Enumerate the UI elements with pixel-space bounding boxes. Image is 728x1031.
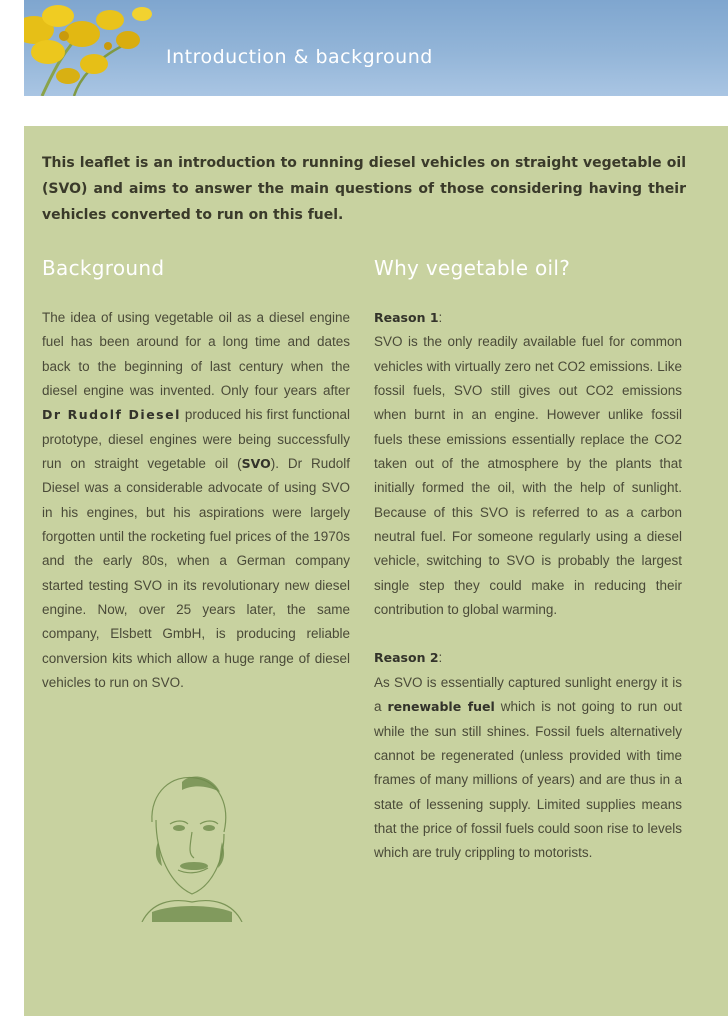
background-heading: Background xyxy=(42,256,165,280)
rudolf-diesel-name: Dr Rudolf Diesel xyxy=(42,407,181,423)
section-title: Introduction & background xyxy=(166,46,433,68)
intro-paragraph: This leaflet is an introduction to running diesel vehicles on straight vegetable oil (SVO) and aims to answer the main questions of those considering having their vehicles converted to run on this fuel. xyxy=(42,155,686,223)
rapeseed-flowers-image xyxy=(24,0,164,96)
reason-1-label: Reason 1 xyxy=(374,310,439,325)
renewable-fuel-term: renewable fuel xyxy=(387,699,495,715)
why-heading: Why vegetable oil? xyxy=(374,256,571,280)
reason-2: Reason 2: xyxy=(374,650,443,666)
background-column xyxy=(42,306,350,696)
background-paragraph: The idea of using vegetable oil as a diesel engine fuel has been around for a long time and dates back to the beginning of last century when the diesel engine was invented. Only four years after Dr Rudolf Diesel produced his first functional prototype, diesel engines were being successfully run on straight vegetable oil (SVO). Dr Rudolf Diesel was a considerable advocate of using SVO in his engines, but his aspirations were largely forgotten until the rocketing fuel prices of the 1970s and the early 80s, when a German company started testing SVO in its revolutionary new diesel engine. Now, over 25 years later, the same company, Elsbett GmbH, is producing reliable conversion kits which allow a huge range of diesel vehicles to run on SVO. xyxy=(42,310,351,691)
reason-2-label: Reason 2 xyxy=(374,650,439,666)
reason-2-text: As SVO is essentially captured sunlight energy it is a renewable fuel which is not going to run out while the sun still shines. Fossil fuels alternatively cannot be regenerated (unless provided with time frames of many millions of years) and are thus in a state of lessening supply. Limited supplies means that the price of fossil fuels could soon rise to levels which are truly crippling to motorists. xyxy=(374,674,682,861)
why-column xyxy=(374,306,682,866)
svo-abbr: SVO xyxy=(241,456,271,472)
reason-1: Reason 1: xyxy=(374,310,443,325)
header-banner xyxy=(24,0,728,96)
reason-1-text: SVO is the only readily available fuel for common vehicles with virtually zero net CO2 emissions. Like fossil fuels, SVO still gives out CO2 emissions when burnt in an engine. However unlike fossil fuels these emissions essentially replace the CO2 taken out of the atmosphere by the plants that initially formed the oil, with the help of sunlight. Because of this SVO is referred to as a carbon neutral fuel. For someone regularly using a diesel vehicle, switching to SVO is probably the largest single step they could make in reducing their contribution to global warming. xyxy=(374,334,682,618)
rudolf-diesel-portrait-image xyxy=(112,762,262,922)
content-panel xyxy=(24,126,728,1016)
